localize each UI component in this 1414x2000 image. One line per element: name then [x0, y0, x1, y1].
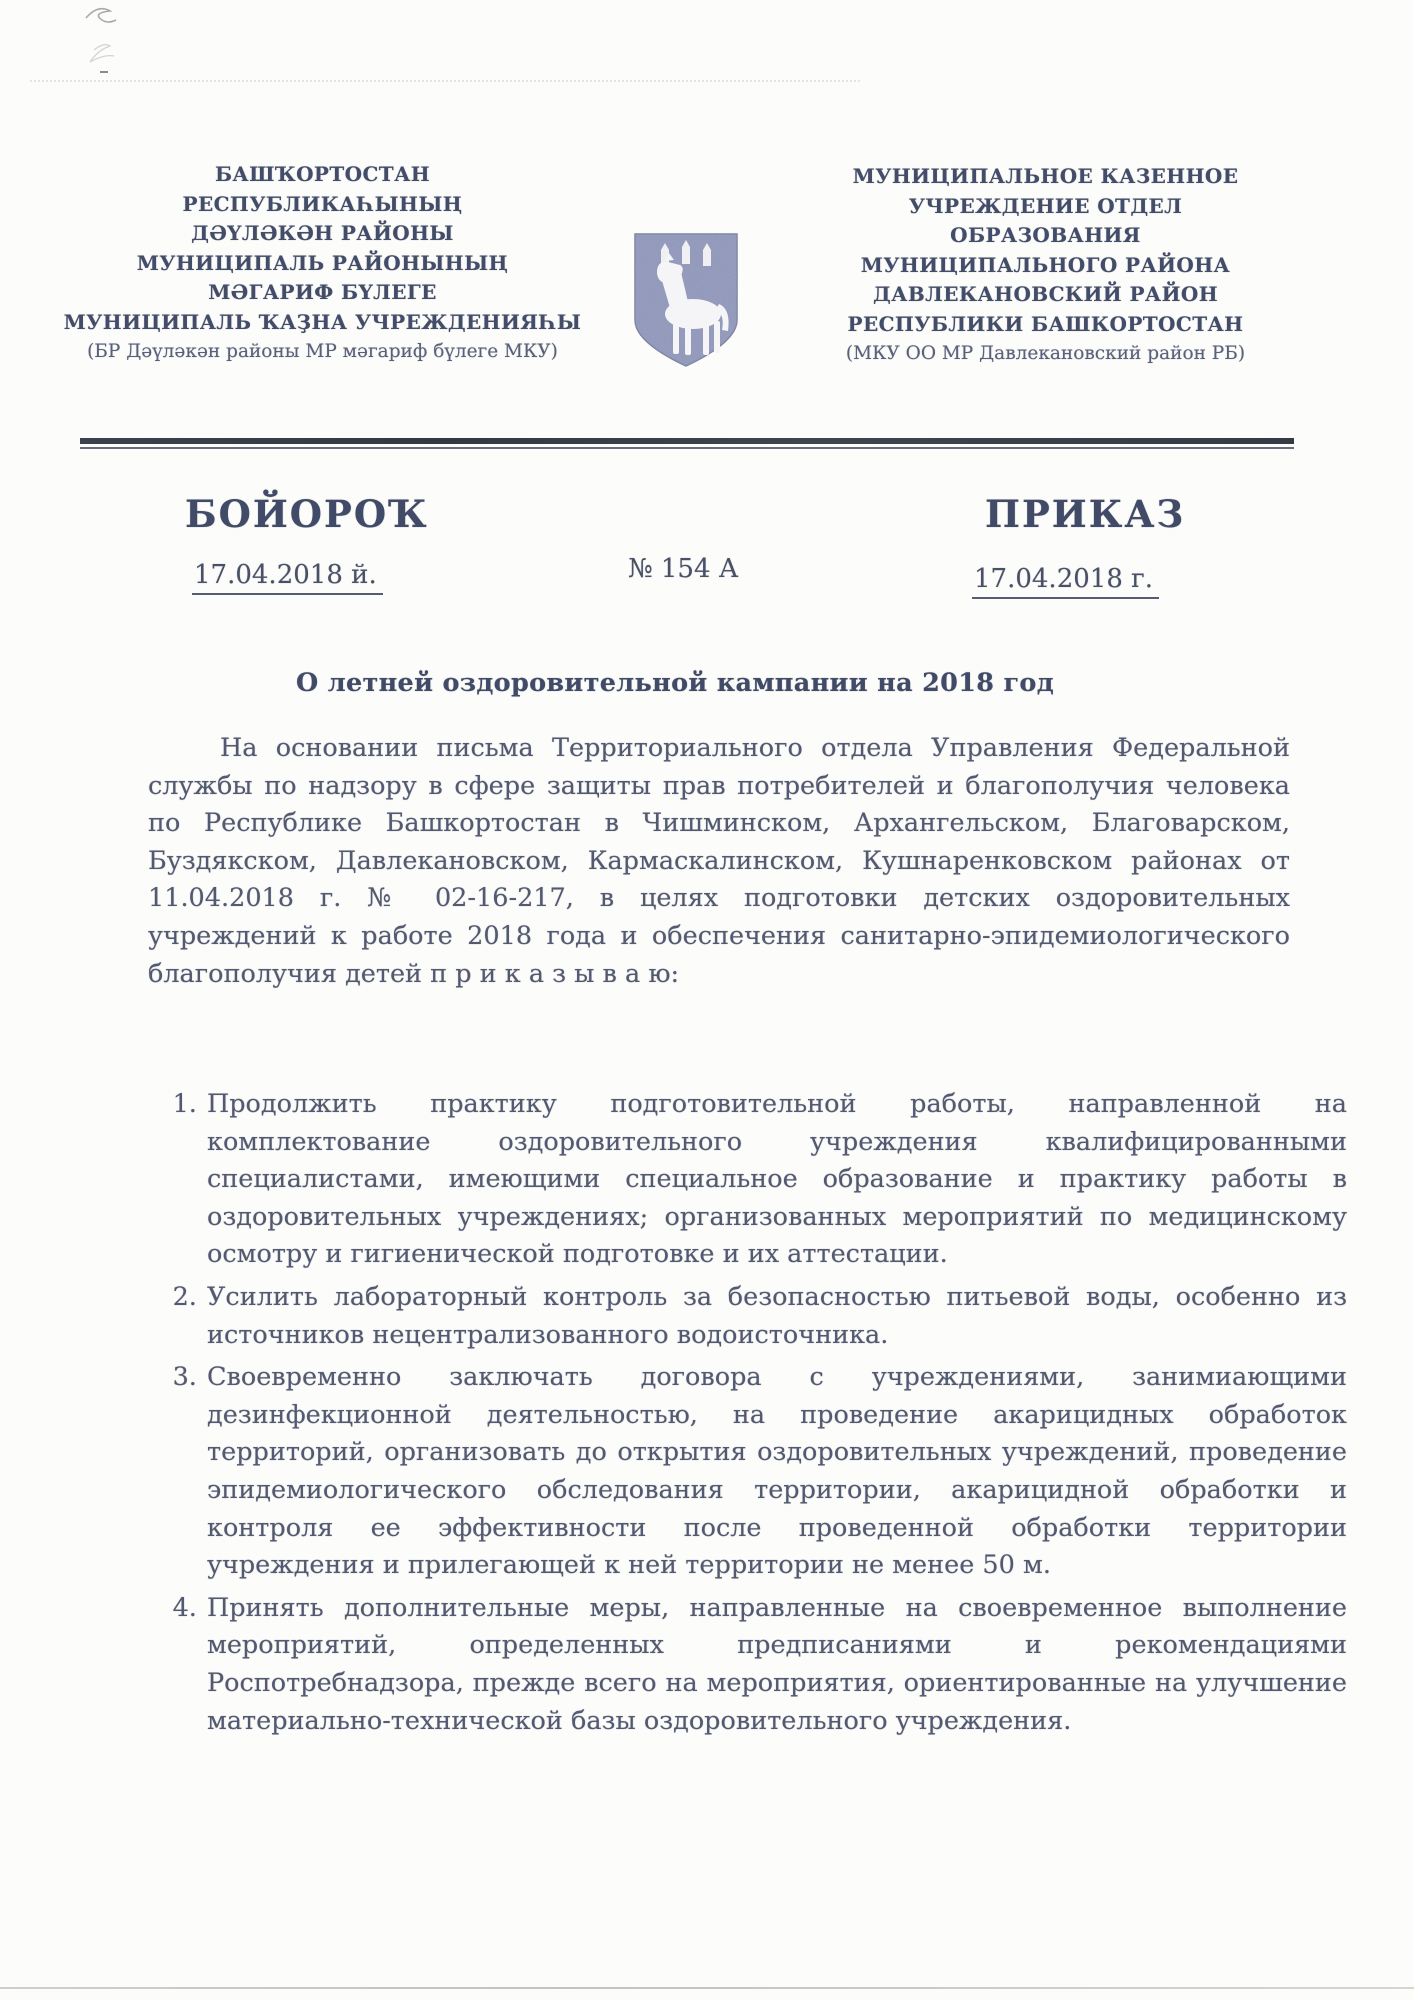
order-item: 1. Продолжить практику подготовительной работы, направленной на комплектование оздоровительного учреждения квалифицированными специалистами, имеющими специальное образование и практику работы в оздоровительных учреждениях; организованных мероприятий по медицинскому осмотру и гигиенической подготовке и их аттестации. — [205, 1086, 1347, 1274]
order-number: № 154 А — [628, 554, 739, 584]
org-line: МУНИЦИПАЛЬ ҠАҘНА УЧРЕЖДЕНИЯҺЫ — [63, 309, 582, 334]
org-line: УЧРЕЖДЕНИЕ ОТДЕЛ — [908, 193, 1183, 218]
org-line: БАШҠОРТОСТАН — [214, 162, 431, 186]
org-line: ДАВЛЕКАНОВСКИЙ РАЙОН — [872, 282, 1219, 306]
org-line: ДӘҮЛӘКӘН РАЙОНЫ — [191, 221, 454, 245]
org-abbreviation-russian: (МКУ ОО МР Давлекановский район РБ) — [845, 343, 1246, 364]
org-line: МУНИЦИПАЛЬНОГО РАЙОНА — [860, 252, 1231, 277]
order-item: 3. Своевременно заключать договора с учреждениями, занимиающими дезинфекционной деятельностью, на проведение акарицидных обработок территорий, организовать до открытия оздоровительных учреждений, проведение эпидемиологического обследования территории, акарицидной обработки и контроля ее эффективности после проведенной обработки территории учреждения и прилегающей к ней территории не менее 50 м. — [205, 1359, 1347, 1585]
divider-thick-rule — [80, 438, 1294, 444]
header-divider-line — [80, 438, 1294, 449]
org-name-bashkir — [60, 160, 585, 367]
pen-scribble-mark — [72, 2, 142, 82]
order-subject: О летней оздоровительной кампании на 2018 год — [296, 668, 1054, 698]
org-name-russian — [818, 162, 1273, 369]
order-title-russian: ПРИКАЗ — [985, 492, 1186, 536]
order-date-bashkir: 17.04.2018 й. — [192, 560, 383, 595]
coat-of-arms-emblem — [627, 228, 745, 374]
scan-smudge-line — [30, 80, 860, 82]
order-date-russian: 17.04.2018 г. — [972, 564, 1159, 599]
org-line: МӘГАРИФ БҮЛЕГЕ — [208, 280, 437, 304]
org-abbreviation-bashkir: (БР Дәүләкән районы МР мәгариф бүлеге МКУ) — [87, 341, 558, 362]
order-items-list — [148, 1086, 1347, 1745]
order-item: 4. Принять дополнительные меры, направленные на своевременное выполнение мероприятий, определенных предписаниями и рекомендациями Роспотребнадзора, прежде всего на мероприятия, ориентированные на улучшение материально-технической базы оздоровительного учреждения. — [205, 1590, 1347, 1740]
org-line: РЕСПУБЛИКИ БАШКОРТОСТАН — [847, 311, 1244, 336]
org-line: МУНИЦИПАЛЬ РАЙОНЫНЫҢ — [136, 250, 509, 275]
order-preamble: На основании письма Территориального отдела Управления Федеральной службы по надзору в сфере защиты прав потребителей и благополучия человека по Республике Башкортостан в Чишминском, Архангельском, Благоварском, Буздякском, Давлекановском, Кармаскалинском, Кушнаренковском районах от 11.04.2018 г. № 02-16-217, в целях подготовки детских оздоровительных учреждений к работе 2018 года и обеспечения санитарно-эпидемиологического благополучия детей п р и к а з ы в а ю: — [148, 733, 1290, 989]
divider-thin-rule — [80, 447, 1294, 449]
org-line: ОБРАЗОВАНИЯ — [950, 223, 1141, 247]
org-line: МУНИЦИПАЛЬНОЕ КАЗЕННОЕ — [852, 164, 1239, 188]
org-line: РЕСПУБЛИКАҺЫНЫҢ — [182, 191, 463, 216]
scan-edge-artifact — [0, 1987, 1414, 1989]
order-title-bashkir: БОЙОРОҠ — [185, 492, 429, 536]
order-item: 2. Усилить лабораторный контроль за безопасностью питьевой воды, особенно из источников нецентрализованного водоисточника. — [205, 1279, 1347, 1354]
